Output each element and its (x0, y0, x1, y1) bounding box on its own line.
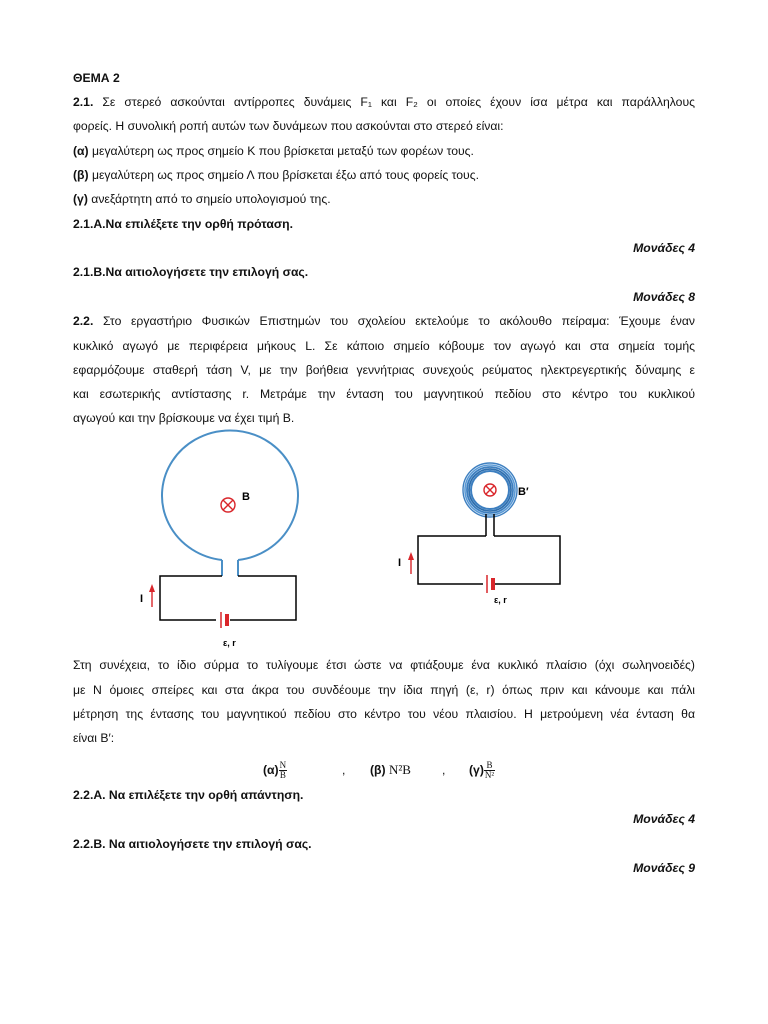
q21-sub-a: 2.1.Α.Να επιλέξετε την ορθή πρόταση. (73, 217, 293, 231)
choice-separator-2: , (442, 763, 446, 777)
q22-after1: Στη συνέχεια, το ίδιο σύρμα το τυλίγουμε έτσι ώστε να φτιάξουμε ένα κυκλικό πλαίσιο (όχι σωληνοειδές) (73, 658, 695, 672)
current-arrow (149, 584, 155, 607)
section-title: ΘΕΜΑ 2 (73, 71, 120, 85)
choice-c: (γ) $\frac{B}{\text{N²}}$ (469, 760, 495, 781)
circuit-wire-right (230, 576, 296, 620)
q22-sub-a: 2.2.Α. Να επιλέξετε την ορθή απάντηση. (73, 788, 304, 802)
q21-option-c: (γ) ανεξάρτητη από το σημείο υπολογισμού της. (73, 192, 331, 206)
q22-line1: 2.2. Στο εργαστήριο Φυσικών Επιστημών του σχολείου εκτελούμε το ακόλουθο πείραμα: Έχουμε έναν (73, 314, 696, 328)
q21-option-a: (α) μεγαλύτερη ως προς σημείο Κ που βρίσκεται μεταξύ των φορέων τους. (73, 144, 474, 158)
battery-short-plate (225, 614, 229, 626)
q21-line2: φορείς. Η συνολική ροπή αυτών των δυνάμεων που ασκούνται στο στερεό είναι: (73, 119, 504, 133)
q21-option-b: (β) μεγαλύτερη ως προς σημείο Λ που βρίσκεται έξω από τους φορείς τους. (73, 168, 479, 182)
q22-sub-b: 2.2.Β. Να αιτιολογήσετε την επιλογή σας. (73, 837, 312, 851)
field-label: B′ (518, 486, 529, 498)
current-arrow (408, 552, 414, 574)
battery-short-plate (491, 578, 495, 590)
q22-after3: μέτρηση της έντασης του μαγνητικού πεδίου στο κέντρο του νέου πλαισίου. Η μετρούμενη νέα ένταση θα (73, 707, 695, 721)
circular-conductor (162, 430, 298, 560)
q21-line1: 2.1. Σε στερεό ασκούνται αντίρροπες δυνάμεις F₁ και F₂ οι οποίες έχουν ίσα μέτρα και παράλληλους (73, 95, 696, 109)
choice-separator-1: , (342, 763, 346, 777)
current-label: I (140, 593, 144, 605)
choice-a: (α) $\frac{N}{B}$ (263, 760, 287, 781)
q21-marks-b: Μονάδες 8 (633, 290, 695, 304)
q22-line2: κυκλικό αγωγό με περιφέρεια μήκους L. Σε κάποιο σημείο κόβουμε τον αγωγό και στα σημεία τομής (73, 339, 695, 353)
q22-after2: με N όμοιες σπείρες και στα άκρα του συνδέουμε την ίδια πηγή (ε, r) όπως πριν και κάνουμε και πάλι (73, 683, 695, 697)
field-label: B (242, 491, 250, 503)
circuit-wire-left (160, 576, 222, 620)
source-label: ε, r (223, 638, 236, 648)
current-label: I (398, 557, 402, 569)
figure-single-loop (140, 440, 350, 650)
q21-marks-a: Μονάδες 4 (633, 241, 695, 255)
q22-marks-a: Μονάδες 4 (633, 812, 695, 826)
q22-after4: είναι B′: (73, 731, 115, 745)
q21-sub-b: 2.1.Β.Να αιτιολογήσετε την επιλογή σας. (73, 265, 309, 279)
q22-choices (73, 756, 695, 784)
into-page-symbol (484, 484, 496, 496)
choice-b: (β) N²B (370, 762, 411, 777)
circuit-wire-right (494, 536, 560, 584)
q22-line5: αγωγού και την βρίσκουμε να έχει τιμή B. (73, 411, 295, 425)
figure-coil (395, 462, 585, 612)
q22-line3: εφαρμόζουμε σταθερή τάση V, με την βοήθεια γεννήτριας συνεχούς ρεύματος ηλεκτρεγερτικής δύναμης ε (73, 363, 695, 377)
q22-marks-b: Μονάδες 9 (633, 861, 695, 875)
source-label: ε, r (494, 595, 507, 605)
q22-line4: και εσωτερικής αντίστασης r. Μετράμε την ένταση του μαγνητικού πεδίου στο κέντρο του κυκλικού (73, 387, 695, 401)
circuit-wire-left (418, 536, 486, 584)
into-page-symbol (221, 498, 235, 512)
